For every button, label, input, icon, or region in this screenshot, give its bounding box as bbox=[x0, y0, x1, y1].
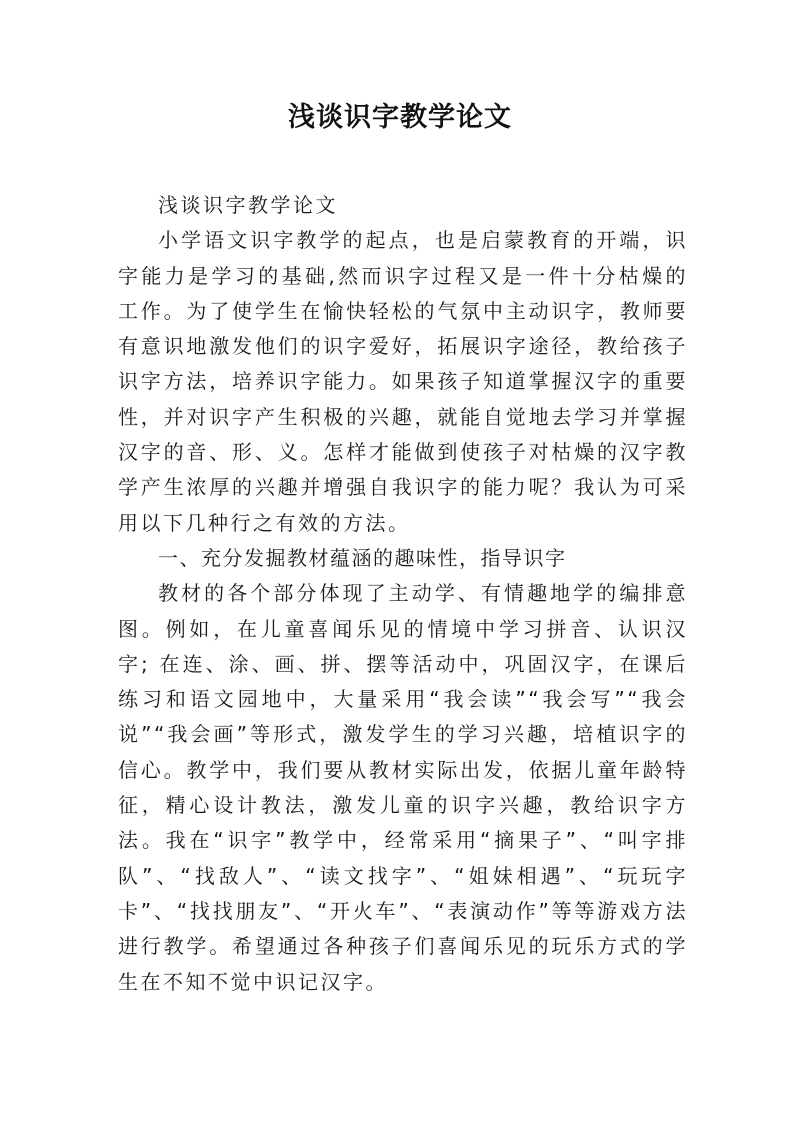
document-body bbox=[118, 188, 688, 1000]
section-paragraph: 教材的各个部分体现了主动学、有情趣地学的编排意图。例如，在儿童喜闻乐见的情境中学习拼音、认识汉字; 在连、涂、画、拼、摆等活动中，巩固汉字，在课后练习和语文园地中，大量采用“我会读”“我会写”“我会说”“我会画”等形式，激发学生的学习兴趣，培植识字的信心。教学中，我们要从教材实际出发，依据儿童年龄特征，精心设计教法，激发儿童的识字兴趣，教给识字方法。我在“识字”教学中，经常采用“摘果子”、“叫字排队”、“找敌人”、“读文找字”、“姐妹相遇”、“玩玩字卡”、“找找朋友”、“开火车”、“表演动作”等等游戏方法进行教学。希望通过各种孩子们喜闻乐见的玩乐方式的学生在不知不觉中识记汉字。 bbox=[118, 581, 688, 994]
subtitle-paragraph: 浅谈识字教学论文 bbox=[158, 193, 338, 217]
section-heading: 一、充分发掘教材蕴涵的趣味性，指导识字 bbox=[158, 545, 567, 570]
document-title: 浅谈识字教学论文 bbox=[288, 102, 512, 133]
intro-paragraph: 小学语文识字教学的起点，也是启蒙教育的开端，识字能力是学习的基础,然而识字过程又是一件十分枯燥的工作。为了使学生在愉快轻松的气氛中主动识字，教师要有意识地激发他们的识字爱好，拓展识字途径，教给孩子识字方法，培养识字能力。如果孩子知道掌握汉字的重要性，并对识字产生积极的兴趣，就能自觉地去学习并掌握汉字的音、形、义。怎样才能做到使孩子对枯燥的汉字教学产生浓厚的兴趣并增强自我识字的能力呢？我认为可采用以下几种行之有效的方法。 bbox=[118, 228, 688, 535]
